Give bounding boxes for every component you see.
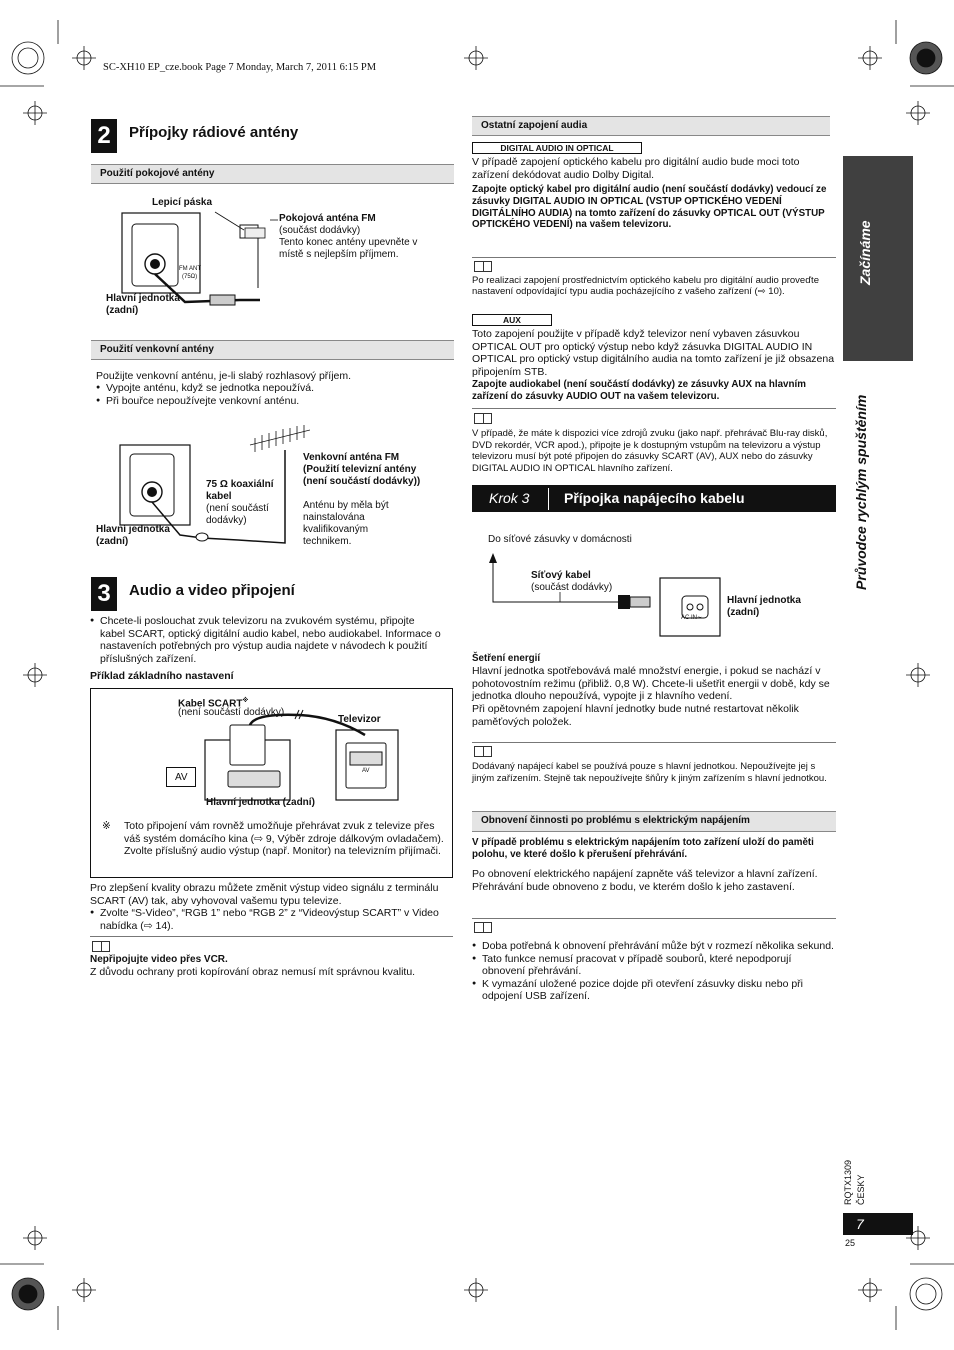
- note-book-icon: [474, 922, 492, 933]
- aux-text: Toto zapojení použijte v případě když televizor není vybaven zásuvkou OPTICAL OUT pro optický výstup nebo když zásuvka DIGITAL AUDIO IN OPTICAL pro optický vstup digitálního audia na tomto zařízení je již obsazena připojením STB.: [472, 328, 835, 378]
- step-number-2: 2: [91, 119, 117, 153]
- optical-text: V případě zapojení optického kabelu pro digitální audio bude moci toto zařízení dekódovat audio Dolby Digital.: [472, 156, 800, 181]
- page-number-small: 25: [845, 1238, 856, 1248]
- section2-title: Přípojky rádiové antény: [129, 124, 299, 141]
- quality-bullets: [90, 907, 445, 932]
- power-unit-label: Hlavní jednotka (zadní): [727, 595, 801, 618]
- coax-title: 75 Ω koaxiální kabel: [206, 479, 274, 502]
- outdoor-text: Použijte venkovní anténu, je-li slabý rozhlasový příjem.: [96, 370, 352, 382]
- cable-sub: (součást dodávky): [531, 582, 613, 593]
- optical-bold: Zapojte optický kabel pro digitální audio (není součástí dodávky) vedoucí ze zásuvky DIGITAL AUDIO IN OPTICAL (VSTUP OPTICKÉHO VEDENÍ DIGITÁLNÍHO AUDIA) na tomto zařízení do zásuvky OPTICAL OUT (VÝSTUP OPTICKÉHO VEDENÍ) na vašem televizoru.: [472, 184, 827, 231]
- section3-intro: [90, 615, 442, 665]
- list-item: ● Zvolte “S-Video”, “RGB 1” nebo “RGB 2” z “Videovýstup SCART” v Video nabídka (⇨ 14).: [90, 907, 445, 932]
- side-tab: [843, 156, 913, 361]
- list-item: ● Vypojte anténu, když se jednotka nepoužívá.: [96, 382, 451, 395]
- outdoor-antenna-desc: Anténu by měla být nainstalována kvalifikovaným technikem.: [303, 500, 389, 547]
- outdoor-antenna-bar: Použití venkovní antény: [91, 340, 454, 360]
- side-tab-section: Začínáme: [857, 220, 873, 285]
- divider: [90, 936, 453, 937]
- page-number: 7: [843, 1213, 913, 1235]
- scart-unit-label: Hlavní jednotka (zadní): [206, 797, 315, 808]
- scart-title-text: Kabel SCART: [178, 698, 243, 710]
- aux-label: AUX: [472, 314, 552, 326]
- scart-sub: (není součástí dodávky): [178, 707, 285, 718]
- print-header: SC-XH10 EP_cze.book Page 7 Monday, March 7, 2011 6:15 PM: [103, 62, 377, 73]
- divider: [472, 257, 836, 258]
- quality-text: Pro zlepšení kvality obrazu můžete změnit výstup video signálu z terminálu SCART (AV) tak, aby vyhovoval vašemu typu televize.: [90, 882, 439, 907]
- step-number-3: 3: [91, 577, 117, 611]
- cable-title: Síťový kabel: [531, 570, 591, 581]
- divider: [472, 918, 836, 919]
- note-book-icon: [474, 261, 492, 272]
- vcr-text: Z důvodu ochrany proti kopírování obraz nemusí mít správnou kvalitu.: [90, 966, 416, 978]
- tv-label: Televizor: [338, 714, 381, 725]
- outdoor-unit-label: Hlavní jednotka (zadní): [96, 524, 170, 547]
- energy-text2: Při opětovném zapojení hlavní jednotky bude nutné restartovat několik paměťových položek.: [472, 703, 799, 728]
- example-title: Příklad základního nastavení: [90, 670, 234, 682]
- note-book-icon: [474, 746, 492, 757]
- energy-title: Šetření energií: [472, 653, 541, 664]
- fm-antenna-desc: Tento konec antény upevněte v místě s nejlepším příjmem.: [279, 237, 418, 260]
- indoor-unit-label: Hlavní jednotka (zadní): [106, 293, 180, 316]
- coax-sub: (není součástí dodávky): [206, 503, 269, 526]
- optical-note: Po realizaci zapojení prostřednictvím optického kabelu pro digitální audio proveďte nastavení odpovídající typu audia pocházejícího z vašeho zařízení (⇨ 10).: [472, 275, 819, 297]
- note-book-icon: [474, 413, 492, 424]
- krok3-title: Přípojka napájecího kabelu: [564, 490, 745, 506]
- list-item: ● Doba potřebná k obnovení přehrávání může být v rozmezí několika sekund.: [472, 940, 834, 953]
- tape-label: Lepicí páska: [152, 197, 213, 208]
- av-label: AV: [175, 772, 188, 783]
- list-item: ● Chcete-li poslouchat zvuk televizoru na zvukovém systému, připojte kabel SCART, optický digitální audio kabel, nebo audiokabel. Informace o nastaveních potřebných pro výstup audia najdete v návodech k použití příslušných zařízení.: [90, 615, 442, 665]
- fm-ohm-label: (75Ω): [182, 274, 198, 280]
- note-book-icon: [92, 941, 110, 952]
- outdoor-bullets: [96, 382, 451, 407]
- box-note: Toto připojení vám rovněž umožňuje přehrávat zvuk z televize přes váš systém domácího kina (⇨ 9, Výběr zdroje dálkovým ovladačem). Zvolte příslušný audio výstup (např. Monitor) na televizním přijímači.: [124, 820, 444, 858]
- side-tab-guide: Průvodce rychlým spuštěním: [853, 394, 869, 590]
- recovery-text: Po obnovení elektrického napájení zapněte váš televizor a hlavní zařízení. Přehrávání bude obnoveno z bodu, ve kterém došlo k jeho zastavení.: [472, 868, 818, 893]
- list-item: ● K vymazání uložené pozice dojde při otevření zásuvky disku nebo při odpojení USB zařízení.: [472, 978, 834, 1003]
- cord-note: Dodávaný napájecí kabel se používá pouze s hlavní jednotkou. Nepoužívejte jej s jiným zařízením. Stejně tak nepoužívejte šňůry k jiným zařízením s hlavní jednotkou.: [472, 761, 827, 784]
- krok3-step: Krok 3: [489, 490, 530, 506]
- doc-language: ČESKY: [856, 1174, 866, 1205]
- aux-bold: Zapojte audiokabel (není součástí dodávky) ze zásuvky AUX na hlavním zařízení do zásuvky AUDIO OUT na vašem televizoru.: [472, 379, 806, 402]
- fm-antenna-sub: (součást dodávky): [279, 225, 361, 236]
- section3-title: Audio a video připojení: [129, 582, 295, 599]
- doc-code: RQTX1309: [843, 1159, 853, 1205]
- divider: [472, 742, 836, 743]
- outdoor-antenna-title: Venkovní anténa FM (Použití televizní antény (není součástí dodávky)): [303, 452, 421, 487]
- list-item: ● Tato funkce nemusí pracovat v případě souborů, které nepodporují obnovení přehrávání.: [472, 953, 834, 978]
- fm-ant-label: FM ANT: [179, 266, 201, 272]
- fm-antenna-title: Pokojová anténa FM: [279, 213, 376, 224]
- box-mark: ※: [102, 820, 111, 832]
- recovery-bold: V případě problému s elektrickým napájením toto zařízení uloží do paměti polohu, ve které došlo k přerušení přehrávání.: [472, 837, 814, 860]
- optical-label: DIGITAL AUDIO IN OPTICAL: [472, 142, 642, 154]
- divider: [472, 408, 836, 409]
- scart-title-sup: ※: [242, 698, 249, 704]
- other-audio-bar: Ostatní zapojení audia: [472, 116, 830, 136]
- vcr-title: Nepřipojujte video přes VCR.: [90, 954, 228, 965]
- krok3-divider: [548, 488, 549, 510]
- list-item: ● Při bouřce nepoužívejte venkovní anténu.: [96, 395, 451, 408]
- energy-text: Hlavní jednotka spotřebovává malé množství energie, i pokud se nachází v pohotovostním režimu (přibliž. 0,8 W). Chcete-li ušetřit energii v době, kdy se jednotka dlouho nepoužívá, vypojte ji z hlavního vedení.: [472, 665, 830, 703]
- krok3-header: [472, 485, 836, 512]
- outlet-label: Do síťové zásuvky v domácnosti: [488, 534, 632, 545]
- aux-note: V případě, že máte k dispozici více zdrojů zvuku (jako např. přehrávač Blu-ray disků, DVD rekordér, VCR apod.), připojte je k dostupným vstupům na televizoru a výstup televizoru musí být poté připojen do zásuvky SCART (AV), AUX nebo do zásuvky DIGITAL AUDIO IN OPTICAL hlavního zařízení.: [472, 428, 828, 474]
- recovery-bar: Obnovení činnosti po problému s elektrickým napájením: [472, 811, 836, 832]
- av-small-label: AV: [362, 768, 370, 774]
- indoor-antenna-bar: Použití pokojové antény: [91, 164, 454, 184]
- scart-diagram: [160, 705, 420, 805]
- acin-label: AC IN∼: [681, 615, 703, 621]
- recovery-bullets: [472, 940, 834, 1003]
